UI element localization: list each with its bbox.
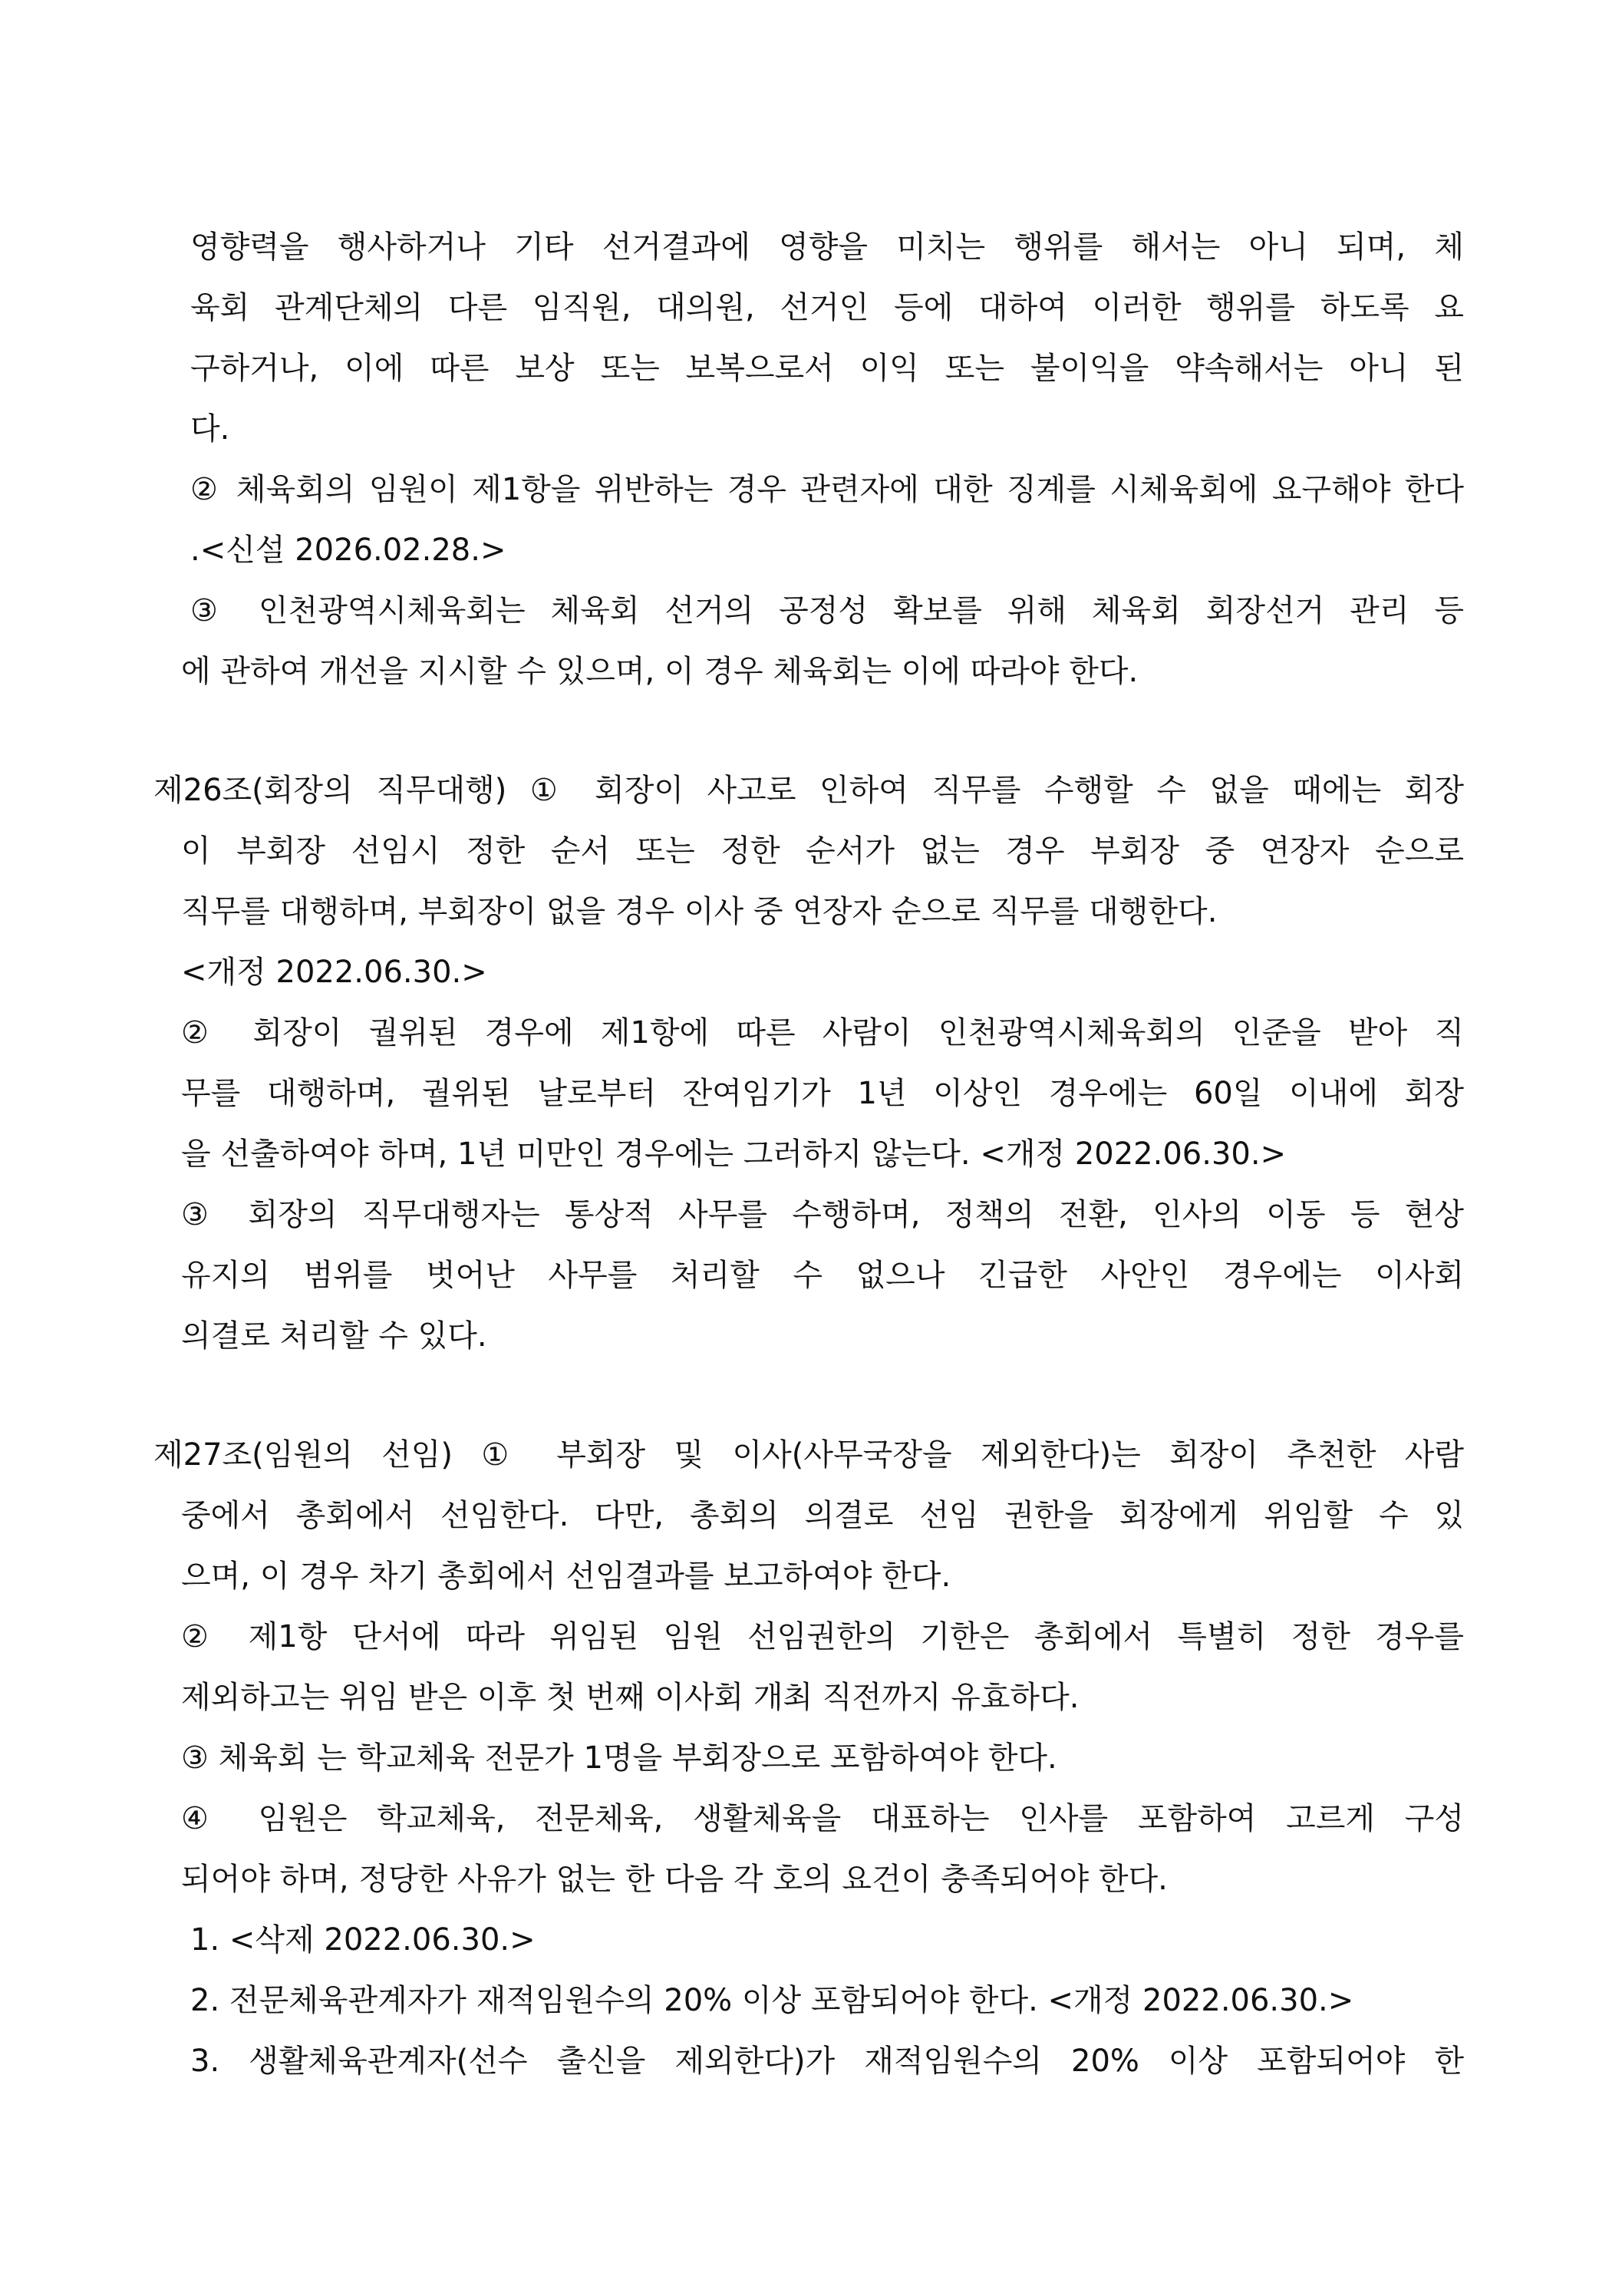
paragraph-line: ② 제1항 단서에 따라 위임된 임원 선임권한의 기한은 총회에서 특별히 정한 경우를 (181, 1619, 1464, 1654)
article-26-heading: 제26조(회장의 직무대행) ① 회장이 사고로 인하여 직무를 수행할 수 없을 때에는 회장 (153, 773, 1464, 808)
paragraph-line: 으며, 이 경우 차기 총회에서 선임결과를 보고하여야 한다. (181, 1559, 951, 1594)
paragraph-line: 구하거나, 이에 따른 보상 또는 보복으로서 이익 또는 불이익을 약속해서는 아니 된 (190, 351, 1464, 386)
paragraph-line: ③ 인천광역시체육회는 체육회 선거의 공정성 확보를 위해 체육회 회장선거 관리 등 (190, 593, 1464, 628)
paragraph-line: ③ 회장의 직무대행자는 통상적 사무를 수행하며, 정책의 전환, 인사의 이동 등 현상 (181, 1197, 1464, 1232)
paragraph-line: .<신설 2026.02.28.> (190, 533, 506, 568)
paragraph-line: 무를 대행하며, 궐위된 날로부터 잔여임기가 1년 이상인 경우에는 60일 이내에 회장 (181, 1076, 1464, 1111)
paragraph-line: 의결로 처리할 수 있다. (181, 1318, 487, 1354)
paragraph-line: 직무를 대행하며, 부회장이 없을 경우 이사 중 연장자 순으로 직무를 대행한다. (181, 894, 1218, 929)
paragraph-line: ② 체육회의 임원이 제1항을 위반하는 경우 관련자에 대한 징계를 시체육회에 요구해야 한다 (190, 472, 1464, 507)
paragraph-line: ② 회장이 궐위된 경우에 제1항에 따른 사람이 인천광역시체육회의 인준을 받아 직 (181, 1015, 1464, 1051)
paragraph-line: 육회 관계단체의 다른 임직원, 대의원, 선거인 등에 대하여 이러한 행위를 하도록 요 (190, 290, 1464, 325)
paragraph-line: 중에서 총회에서 선임한다. 다만, 총회의 의결로 선임 권한을 회장에게 위임할 수 있 (181, 1498, 1464, 1533)
paragraph-line: 을 선출하여야 하며, 1년 미만인 경우에는 그러하지 않는다. <개정 2022.06.30.> (181, 1136, 1287, 1172)
list-item: 1. <삭제 2022.06.30.> (190, 1922, 536, 1958)
paragraph-line: 다. (190, 411, 230, 447)
list-item: 3. 생활체육관계자(선수 출신을 제외한다)가 재적임원수의 20% 이상 포함되어야 한 (190, 2044, 1464, 2079)
paragraph-line: 에 관하여 개선을 지시할 수 있으며, 이 경우 체육회는 이에 따라야 한다. (181, 654, 1139, 689)
paragraph-line: 제외하고는 위임 받은 이후 첫 번째 이사회 개최 직전까지 유효하다. (181, 1680, 1080, 1715)
article-27-heading: 제27조(임원의 선임) ① 부회장 및 이사(사무국장을 제외한다)는 회장이 추천한 사람 (153, 1437, 1464, 1473)
paragraph-line: 유지의 범위를 벗어난 사무를 처리할 수 없으나 긴급한 사안인 경우에는 이사회 (181, 1258, 1464, 1293)
paragraph-line: ③ 체육회 는 학교체육 전문가 1명을 부회장으로 포함하여야 한다. (181, 1740, 1057, 1776)
amendment-note: <개정 2022.06.30.> (181, 955, 487, 990)
paragraph-line: 이 부회장 선임시 정한 순서 또는 정한 순서가 없는 경우 부회장 중 연장자 순으로 (181, 833, 1464, 869)
list-item: 2. 전문체육관계자가 재적임원수의 20% 이상 포함되어야 한다. <개정 2022.06.30.> (190, 1983, 1354, 2018)
paragraph-line: ④ 임원은 학교체육, 전문체육, 생활체육을 대표하는 인사를 포함하여 고르게 구성 (181, 1801, 1464, 1836)
paragraph-line: 되어야 하며, 정당한 사유가 없는 한 다음 각 호의 요건이 충족되어야 한다. (181, 1862, 1168, 1897)
paragraph-line: 영향력을 행사하거나 기타 선거결과에 영향을 미치는 행위를 해서는 아니 되며, 체 (190, 229, 1464, 265)
